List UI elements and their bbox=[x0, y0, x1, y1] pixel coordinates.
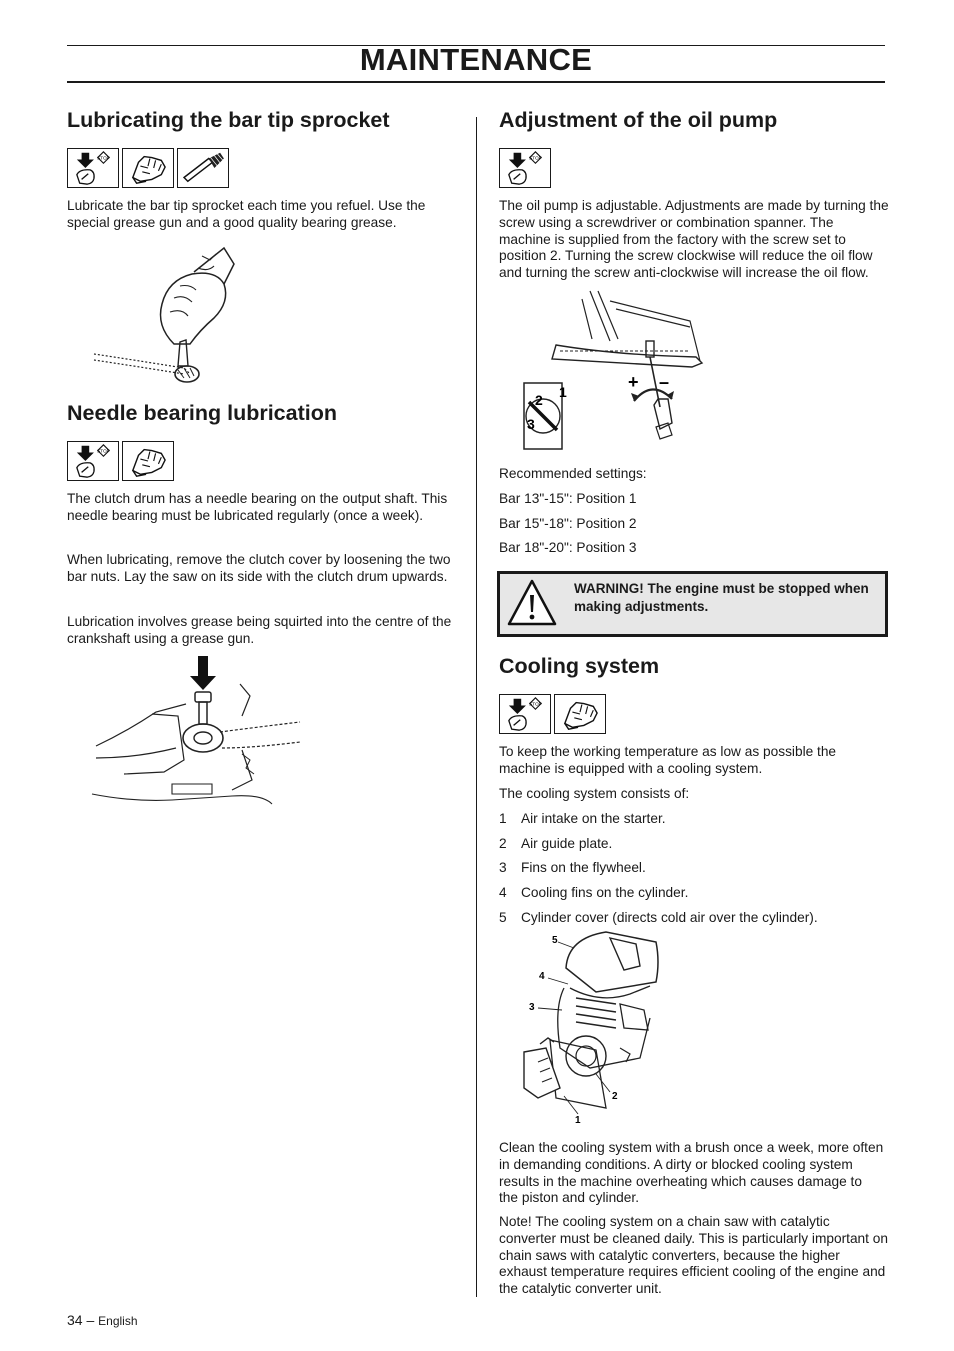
stop-switch-icon bbox=[67, 148, 119, 188]
cooling-list-item: 1 Air intake on the starter. bbox=[499, 811, 666, 826]
icon-row-oil-pump bbox=[499, 148, 551, 188]
illustration-cooling-system bbox=[520, 928, 670, 1128]
paragraph-needle-1: The clutch drum has a needle bearing on the output shaft. This needle bearing must be lubricated regularly (once a week). bbox=[67, 491, 448, 523]
cooling-list-item: 5 Cylinder cover (directs cold air over the cylinder). bbox=[499, 910, 818, 925]
settings-intro: Recommended settings: bbox=[499, 466, 647, 481]
brush-icon bbox=[177, 148, 229, 188]
glove-icon bbox=[554, 694, 606, 734]
paragraph-bar-tip: Lubricate the bar tip sprocket each time you refuel. Use the special grease gun and a good quality bearing grease. bbox=[67, 198, 426, 230]
paragraph-cooling-1: To keep the working temperature as low as possible the machine is equipped with a cooling system. bbox=[499, 744, 837, 776]
warning-box bbox=[497, 571, 888, 637]
setting-line-2: Bar 15"-18": Position 2 bbox=[499, 516, 637, 531]
header-bottom-rule bbox=[67, 81, 885, 83]
paragraph-oil-pump: The oil pump is adjustable. Adjustments are made by turning the screw using a screwdriver or combination spanner. The machine is supplied from the factory with the screw set to position 2. Turning the screw clockwise will reduce the oil flow and turning the screw anti-clockwise will increase the oil flow. bbox=[499, 198, 889, 281]
page-footer bbox=[67, 1312, 138, 1328]
svg-text:STOP: STOP bbox=[97, 156, 110, 162]
paragraph-cooling-4: Note! The cooling system on a chain saw with catalytic converter must be cleaned daily. This is particularly important on chain saws with catalytic converters, because the higher exhaust temperature requires efficient cooling of the engine and the catalytic converter unit. bbox=[499, 1214, 889, 1297]
setting-line-1: Bar 13"-15": Position 1 bbox=[499, 491, 637, 506]
setting-line-3: Bar 18"-20": Position 3 bbox=[499, 540, 637, 555]
cooling-fig-label-2: 2 bbox=[612, 1091, 618, 1102]
page-number: 34 – bbox=[67, 1312, 95, 1328]
oil-pump-pos-2-label: 2 bbox=[535, 392, 543, 408]
section-title-oil-pump: Adjustment of the oil pump bbox=[499, 108, 778, 132]
stop-switch-icon bbox=[499, 148, 551, 188]
section-title-cooling-system: Cooling system bbox=[499, 654, 660, 678]
oil-pump-plus-label: + bbox=[628, 372, 639, 392]
oil-pump-pos-3-label: 3 bbox=[527, 416, 535, 432]
illustration-grease-gun-bar-tip bbox=[90, 242, 250, 394]
glove-icon bbox=[122, 441, 174, 481]
column-divider bbox=[476, 117, 477, 1297]
illustration-oil-pump-adjustment bbox=[520, 289, 710, 453]
svg-text:STOP: STOP bbox=[97, 449, 110, 455]
paragraph-needle-2: When lubricating, remove the clutch cover by loosening the two bar nuts. Lay the saw on its side with the clutch drum upwards. bbox=[67, 552, 451, 584]
svg-text:STOP: STOP bbox=[529, 156, 542, 162]
warning-triangle-icon bbox=[506, 578, 558, 628]
paragraph-cooling-3: Clean the cooling system with a brush once a week, more often in demanding conditions. A dirty or blocked cooling system results in the machine overheating which causes damage to the piston and cylinder. bbox=[499, 1140, 884, 1206]
page-title: MAINTENANCE bbox=[359, 42, 593, 77]
cooling-list-item: 2 Air guide plate. bbox=[499, 836, 613, 851]
cooling-fig-label-1: 1 bbox=[575, 1115, 581, 1126]
warning-text: WARNING! The engine must be stopped when making adjustments. bbox=[574, 581, 869, 614]
svg-text:STOP: STOP bbox=[529, 702, 542, 708]
oil-pump-minus-label: – bbox=[659, 372, 670, 392]
footer-language: English bbox=[98, 1314, 138, 1328]
paragraph-needle-3: Lubrication involves grease being squirted into the centre of the crankshaft using a grease gun. bbox=[67, 614, 452, 646]
cooling-list-item: 3 Fins on the flywheel. bbox=[499, 860, 646, 875]
cooling-fig-label-4: 4 bbox=[539, 971, 545, 982]
icon-row-cooling bbox=[499, 694, 606, 734]
oil-pump-pos-1-label: 1 bbox=[559, 384, 567, 400]
cooling-fig-label-3: 3 bbox=[529, 1002, 535, 1013]
stop-switch-icon bbox=[499, 694, 551, 734]
illustration-clutch-drum-greasing bbox=[92, 654, 304, 816]
icon-row-bar-tip bbox=[67, 148, 229, 188]
section-title-bar-tip-sprocket: Lubricating the bar tip sprocket bbox=[67, 108, 390, 132]
stop-switch-icon bbox=[67, 441, 119, 481]
glove-icon bbox=[122, 148, 174, 188]
cooling-list-item: 4 Cooling fins on the cylinder. bbox=[499, 885, 689, 900]
section-title-needle-bearing: Needle bearing lubrication bbox=[67, 401, 337, 425]
paragraph-cooling-2: The cooling system consists of: bbox=[499, 786, 690, 801]
icon-row-needle-bearing bbox=[67, 441, 174, 481]
cooling-fig-label-5: 5 bbox=[552, 935, 558, 946]
